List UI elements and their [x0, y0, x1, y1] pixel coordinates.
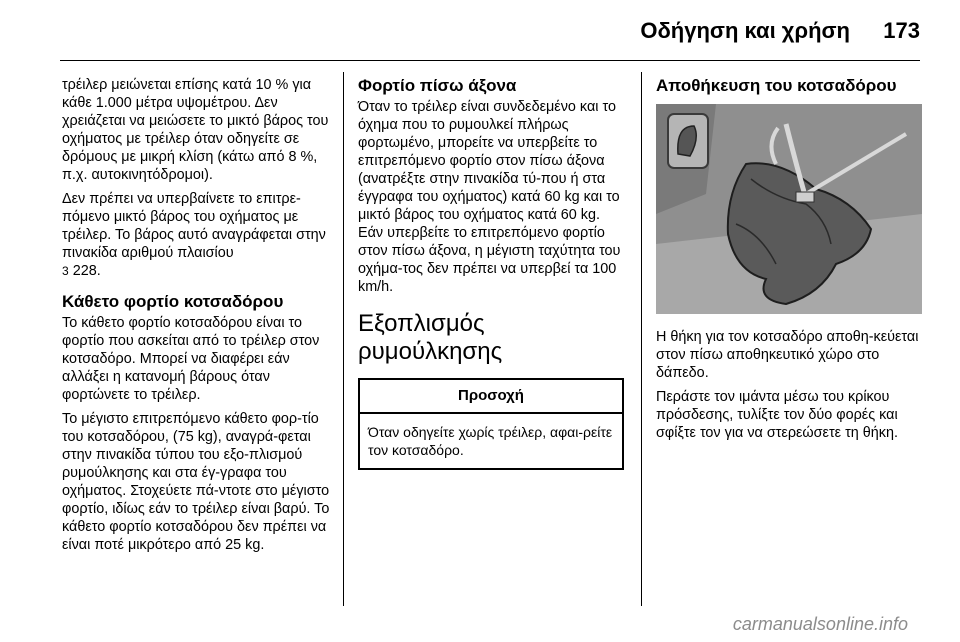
paragraph-text: Δεν πρέπει να υπερβαίνετε το επιτρε-πόμενο μικτό βάρος του οχήματος με τρέιλερ. Το βάρος αυτό αναγράφεται στην πινακίδα αριθμού πλαισίου: [62, 191, 326, 261]
paragraph: Το κάθετο φορτίο κοτσαδόρου είναι το φορτίο που ασκείται από το τρέιλερ στον κοτσαδόρο. Μπορεί να διαφέρει εάν αλλάξει η κατανομή βάρους όταν φορτώνετε το τρέιλερ.: [62, 315, 320, 403]
section-subheading: Αποθήκευση του κοτσαδόρου: [656, 76, 897, 95]
caution-title: Προσοχή: [360, 380, 622, 414]
paragraph: τρέιλερ μειώνεται επίσης κατά 10 % για κάθε 1.000 μέτρα υψομέτρου. Δεν χρειάζεται να μειώσετε το μικτό βάρος του οχήματος με τρέιλερ όταν οδηγείτε σε δρόμους με μικρή κλίση (κάτω από 8 %, π.χ. αυτοκινητόδρομοι).: [62, 77, 329, 183]
header-divider: [60, 60, 920, 61]
page-reference-arrow-icon: 3: [62, 264, 69, 278]
column-1: [62, 76, 330, 560]
page-reference-link[interactable]: 228.: [72, 263, 101, 279]
column-divider-left: [343, 72, 344, 606]
chapter-title: Οδήγηση και χρήση: [640, 18, 850, 43]
caution-notice: [358, 378, 624, 470]
page-header: [0, 0, 960, 60]
section-subheading: Κάθετο φορτίο κοτσαδόρου: [62, 292, 284, 311]
paragraph: Η θήκη για τον κοτσαδόρο αποθη-κεύεται στον πίσω αποθηκευτικό χώρο στο δάπεδο.: [656, 329, 919, 381]
caution-text: Όταν οδηγείτε χωρίς τρέιλερ, αφαι-ρείτε τον κοτσαδόρο.: [368, 424, 613, 458]
paragraph: [62, 190, 330, 280]
column-2: [358, 76, 626, 470]
watermark: carmanualsonline.info: [732, 614, 908, 634]
section-subheading: Φορτίο πίσω άξονα: [358, 76, 517, 95]
tow-bar-bag-illustration: [656, 104, 922, 314]
paragraph: Περάστε τον ιμάντα μέσω του κρίκου πρόσδεσης, τυλίξτε τον δύο φορές και σφίξτε τον για να στερεώσετε τη θήκη.: [656, 389, 898, 441]
column-3: [656, 76, 922, 448]
paragraph: Το μέγιστο επιτρεπόμενο κάθετο φορ-τίο του κοτσαδόρου, (75 kg), αναγρά-φεται στην πινακίδα τύπου του εξο-πλισμού ρυμούλκησης και στα έγ-γραφα του οχήματος. Στοχεύετε πά-ντοτε στο μέγιστο φορτίο, ιδίως εάν το τρέιλερ είναι βαρύ. Το κάθετο φορτίο κοτσαδόρου δεν πρέπει να είναι ποτέ μικρότερο από 25 kg.: [62, 411, 330, 553]
page-number: 173: [883, 18, 920, 43]
section-heading: Εξοπλισμός ρυμούλκησης: [358, 310, 503, 365]
column-divider-right: [641, 72, 642, 606]
paragraph: Όταν το τρέιλερ είναι συνδεδεμένο και το όχημα που το ρυμουλκεί πλήρως φορτωμένο, μπορείτε να υπερβείτε το επιτρεπόμενο φορτίο στον πίσω άξονα (ανατρέξτε στην πινακίδα τύ-που ή στα έγγραφα του οχήματος) κατά 60 kg και το μικτό βάρος του οχήματος κατά 60 kg. Εάν υπερβείτε το επιτρεπόμενο φορτίο στον πίσω άξονα, η μέγιστη ταχύτητα του οχήμα-τος δεν πρέπει να υπερβεί τα 100 km/h.: [358, 99, 621, 295]
